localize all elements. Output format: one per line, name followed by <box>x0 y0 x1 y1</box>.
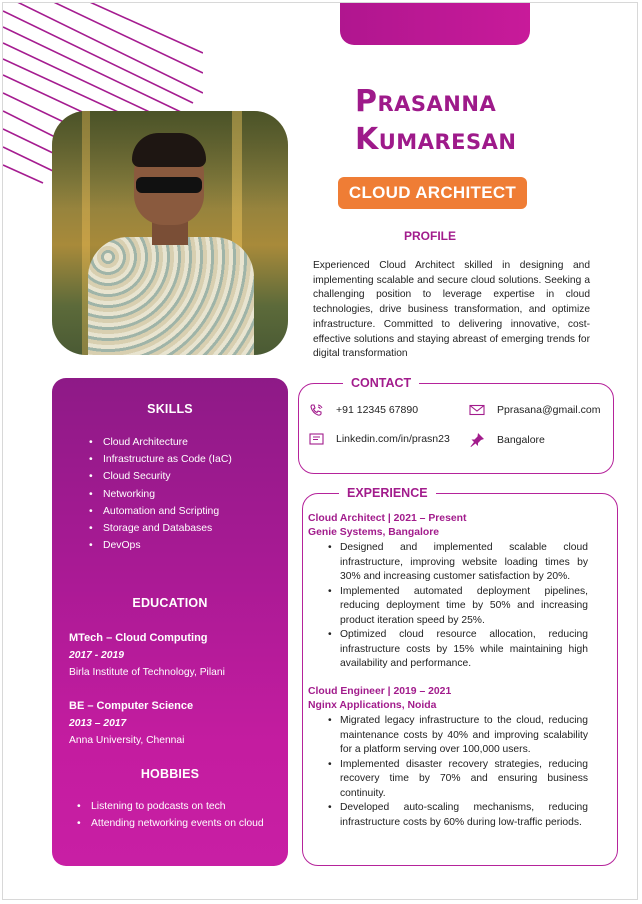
sidebar-panel <box>52 378 288 866</box>
contact-box <box>298 376 614 474</box>
job-bullet: • Implemented automated deployment pipelines, reducing deployment time by 50% and increasing product iteration speed by 25%. <box>308 585 588 629</box>
hobbies-heading: HOBBIES <box>140 767 200 781</box>
pushpin-icon <box>469 432 485 448</box>
skill-item: • Cloud Architecture <box>89 434 279 451</box>
hobbies-list <box>77 798 277 832</box>
first-name: Prasanna <box>355 84 497 119</box>
contact-email <box>469 403 600 417</box>
education-entry <box>69 698 193 749</box>
contact-linkedin <box>309 432 450 446</box>
job-bullet: • Implemented disaster recovery strategies, reducing recovery time by 70% and ensuring business continuity. <box>308 758 588 802</box>
contact-heading: CONTACT <box>343 375 419 391</box>
job-bullet: • Designed and implemented scalable cloud infrastructure, improving website loading times by 30% and increasing customer satisfaction by 20%. <box>308 541 588 585</box>
job-bullet: • Optimized cloud resource allocation, reducing infrastructure costs by 15% while maintaining high availability and performance. <box>308 628 588 672</box>
job-company: Nginx Applications, Noida <box>308 700 437 711</box>
contact-phone <box>309 403 418 417</box>
education-degree: BE – Computer Science <box>69 700 194 712</box>
education-years: 2013 – 2017 <box>69 718 127 729</box>
skill-item: • Networking <box>89 486 279 503</box>
experience-box <box>302 486 618 866</box>
profile-summary: Experienced Cloud Architect skilled in designing and implementing scalable and secure cloud solutions. Seeking a challenging position to leverage expertise in cloud technologies, drive business transformation, and optimize infrastructure. Committed to delivering innovative, cost-effective solutions and staying abreast of emerging trends for digital transformation <box>313 260 590 360</box>
skills-list <box>89 434 279 554</box>
education-entry <box>69 630 225 681</box>
education-years: 2017 - 2019 <box>69 650 124 661</box>
education-degree: MTech – Cloud Computing <box>69 632 208 644</box>
mail-icon <box>469 404 485 416</box>
skill-item: • Infrastructure as Code (IaC) <box>89 451 279 468</box>
hobby-item: • Listening to podcasts on tech <box>77 798 277 815</box>
phone-icon <box>309 403 324 417</box>
job-company: Genie Systems, Bangalore <box>308 527 440 538</box>
education-heading: EDUCATION <box>132 596 208 610</box>
profile-photo <box>52 111 288 355</box>
candidate-name <box>355 83 516 159</box>
job-title: Cloud Architect | 2021 – Present <box>308 513 467 524</box>
experience-heading: EXPERIENCE <box>339 485 436 501</box>
phone-number: +91 12345 67890 <box>336 404 419 416</box>
contact-location <box>469 432 545 448</box>
education-school: Birla Institute of Technology, Pilani <box>69 667 225 678</box>
skills-heading: SKILLS <box>147 402 193 416</box>
job-title: Cloud Engineer | 2019 – 2021 <box>308 686 452 697</box>
role-badge: CLOUD ARCHITECT <box>338 177 527 209</box>
last-name: Kumaresan <box>355 122 517 157</box>
job-bullet: • Developed auto-scaling mechanisms, reducing infrastructure costs by 60% during low-traffic periods. <box>308 801 588 830</box>
hobby-item: • Attending networking events on cloud <box>77 815 277 832</box>
job-bullets <box>308 714 588 830</box>
skill-item: • Storage and Databases <box>89 520 279 537</box>
education-school: Anna University, Chennai <box>69 735 185 746</box>
job-bullet: • Migrated legacy infrastructure to the cloud, reducing maintenance costs by 40% and improving scalability for a platform serving over 100,000 users. <box>308 714 588 758</box>
skill-item: • Cloud Security <box>89 468 279 485</box>
profile-heading: PROFILE <box>404 229 457 243</box>
job-entry <box>308 685 588 830</box>
linkedin-url[interactable]: Linkedin.com/in/prasn23 <box>336 433 450 445</box>
job-entry <box>308 512 588 672</box>
email-address[interactable]: Pprasana@gmail.com <box>497 404 601 416</box>
skill-item: • Automation and Scripting <box>89 503 279 520</box>
job-bullets <box>308 541 588 672</box>
location-text: Bangalore <box>497 434 545 446</box>
top-accent-bar <box>340 2 530 45</box>
skill-item: • DevOps <box>89 537 279 554</box>
link-icon <box>309 433 324 445</box>
resume-page <box>2 2 638 900</box>
